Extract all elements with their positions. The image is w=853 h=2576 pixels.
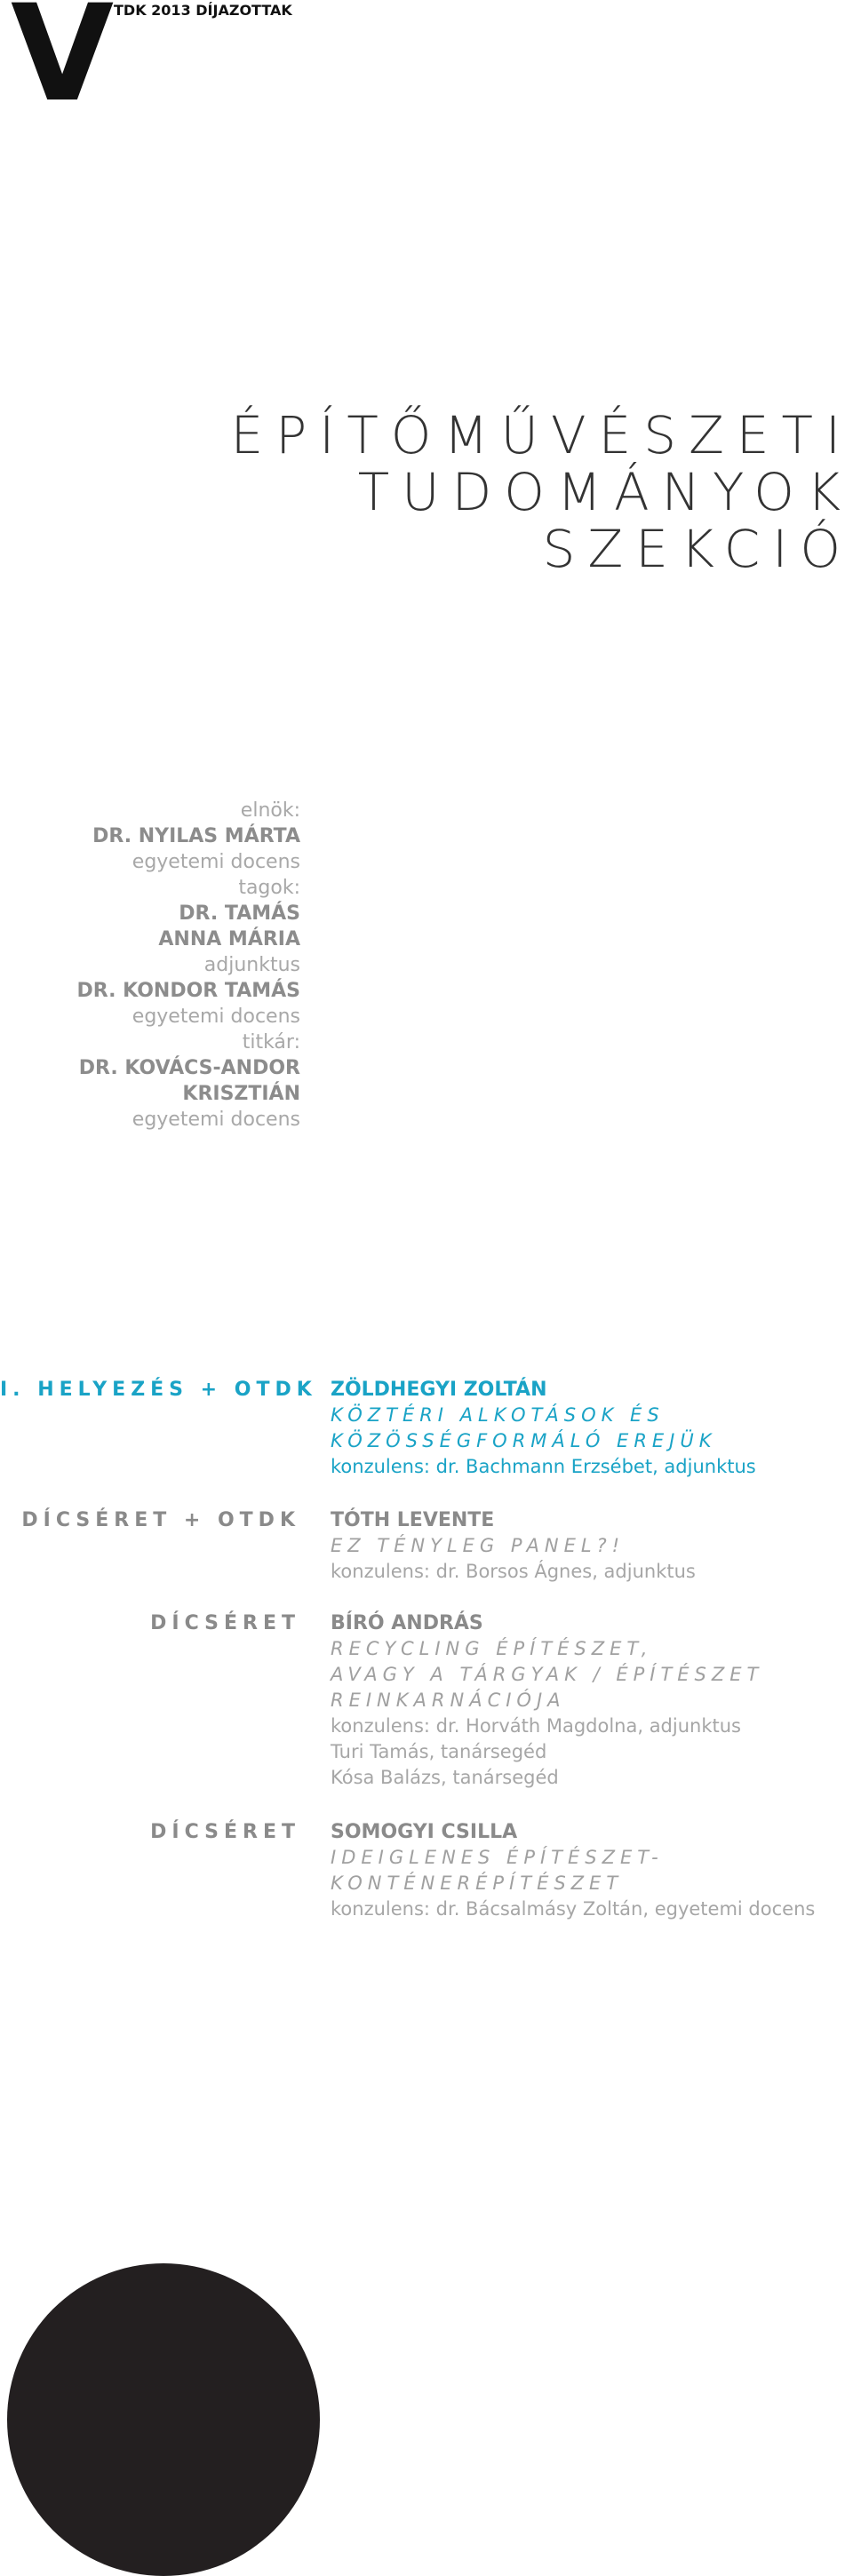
award-body bbox=[331, 1610, 850, 1791]
committee-line: tagok: bbox=[238, 877, 300, 899]
award-work-title: KÖZTÉRI ALKOTÁSOK ÉS bbox=[331, 1404, 665, 1426]
committee-line: titkár: bbox=[242, 1031, 300, 1053]
committee-line: adjunktus bbox=[203, 954, 300, 976]
award-winner-name: ZÖLDHEGYI ZOLTÁN bbox=[331, 1379, 547, 1401]
committee-name: KRISZTIÁN bbox=[182, 1083, 300, 1105]
section-title-line: TUDOMÁNYOK bbox=[357, 462, 853, 522]
committee-line: egyetemi docens bbox=[132, 1109, 300, 1131]
award-consultant: konzulens: dr. Borsos Ágnes, adjunktus bbox=[331, 1561, 696, 1582]
award-winner-name: TÓTH LEVENTE bbox=[331, 1509, 495, 1531]
section-title bbox=[53, 407, 853, 577]
award-consultant: konzulens: dr. Horváth Magdolna, adjunktus bbox=[331, 1715, 741, 1737]
committee-line: egyetemi docens bbox=[132, 1006, 300, 1028]
award-body bbox=[331, 1377, 850, 1480]
decorative-circle bbox=[7, 2263, 320, 2576]
award-label: DÍCSÉRET bbox=[150, 1612, 300, 1634]
award-work-title: KONTÉNERÉPÍTÉSZET bbox=[331, 1872, 624, 1894]
committee-name: DR. TAMÁS bbox=[179, 902, 300, 925]
committee-name: DR. KOVÁCS-ANDOR bbox=[78, 1057, 300, 1079]
committee-name: DR. NYILAS MÁRTA bbox=[92, 825, 300, 847]
section-title-line: ÉPÍTŐMŰVÉSZETI bbox=[230, 405, 853, 465]
award-work-title: KÖZÖSSÉGFORMÁLÓ EREJÜK bbox=[331, 1430, 717, 1451]
award-consultant: Turi Tamás, tanársegéd bbox=[331, 1741, 547, 1762]
award-work-title: RECYCLING ÉPÍTÉSZET, bbox=[331, 1638, 653, 1659]
award-consultant: Kósa Balázs, tanársegéd bbox=[331, 1767, 559, 1788]
committee-list bbox=[0, 798, 300, 1133]
award-work-title: IDEIGLENES ÉPÍTÉSZET- bbox=[331, 1847, 664, 1868]
award-label: DÍCSÉRET + OTDK bbox=[21, 1509, 300, 1531]
award-work-title: AVAGY A TÁRGYAK / ÉPÍTÉSZET bbox=[331, 1664, 764, 1685]
section-title-line: SZEKCIÓ bbox=[542, 519, 853, 579]
award-winner-name: SOMOGYI CSILLA bbox=[331, 1821, 518, 1843]
header-tag: TDK 2013 DÍJAZOTTAK bbox=[114, 2, 292, 19]
award-consultant: konzulens: dr. Bachmann Erzsébet, adjunktus bbox=[331, 1456, 756, 1477]
committee-name: DR. KONDOR TAMÁS bbox=[76, 980, 300, 1002]
award-winner-name: BÍRÓ ANDRÁS bbox=[331, 1612, 483, 1634]
award-label: DÍCSÉRET bbox=[150, 1821, 300, 1843]
award-work-title: REINKARNÁCIÓJA bbox=[331, 1690, 566, 1711]
award-label: I. HELYEZÉS + OTDK bbox=[0, 1379, 317, 1401]
award-body bbox=[331, 1819, 850, 1922]
committee-name: ANNA MÁRIA bbox=[158, 928, 300, 950]
section-letter: V bbox=[11, 0, 113, 131]
committee-line: egyetemi docens bbox=[132, 851, 300, 873]
committee-line: elnök: bbox=[240, 799, 300, 822]
award-consultant: konzulens: dr. Bácsalmásy Zoltán, egyetemi docens bbox=[331, 1898, 816, 1920]
award-body bbox=[331, 1507, 850, 1585]
award-work-title: EZ TÉNYLEG PANEL?! bbox=[331, 1535, 626, 1556]
